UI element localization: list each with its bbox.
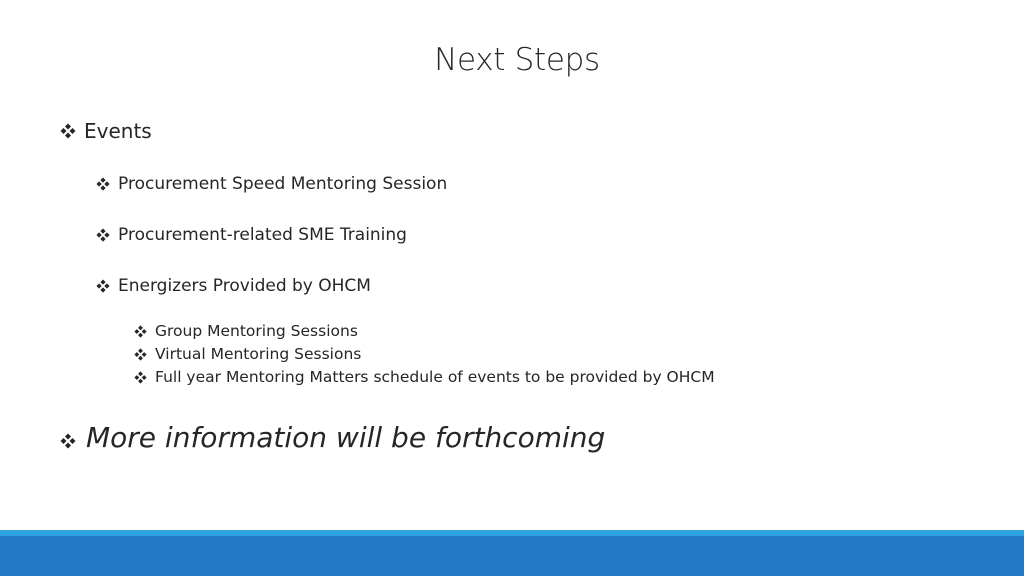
sub-list-item — [134, 322, 358, 340]
events-heading: Events — [84, 119, 152, 143]
four-diamond-bullet-icon — [96, 279, 110, 293]
sub-list-item-label: Group Mentoring Sessions — [155, 322, 358, 340]
footer-band — [0, 536, 1024, 576]
sub-list-item — [134, 368, 715, 386]
list-item-label: Procurement Speed Mentoring Session — [118, 174, 448, 194]
four-diamond-bullet-icon — [96, 177, 110, 191]
list-item — [96, 225, 407, 245]
four-diamond-bullet-icon — [60, 123, 76, 139]
four-diamond-bullet-icon — [134, 371, 147, 384]
closing-text: More information will be forthcoming — [86, 421, 606, 454]
four-diamond-bullet-icon — [134, 325, 147, 338]
slide-title: Next Steps — [434, 42, 600, 78]
closing-bullet — [60, 421, 605, 454]
sub-list-item — [134, 345, 361, 363]
sub-list-item-label: Virtual Mentoring Sessions — [155, 345, 362, 363]
list-item — [96, 276, 371, 296]
sub-list-item-label: Full year Mentoring Matters schedule of events to be provided by OHCM — [155, 368, 715, 386]
list-item-label: Energizers Provided by OHCM — [118, 276, 371, 296]
list-item-label: Procurement-related SME Training — [118, 225, 407, 245]
four-diamond-bullet-icon — [134, 348, 147, 361]
list-item — [96, 174, 447, 194]
four-diamond-bullet-icon — [60, 433, 76, 449]
four-diamond-bullet-icon — [96, 228, 110, 242]
bullet-events — [60, 119, 152, 143]
